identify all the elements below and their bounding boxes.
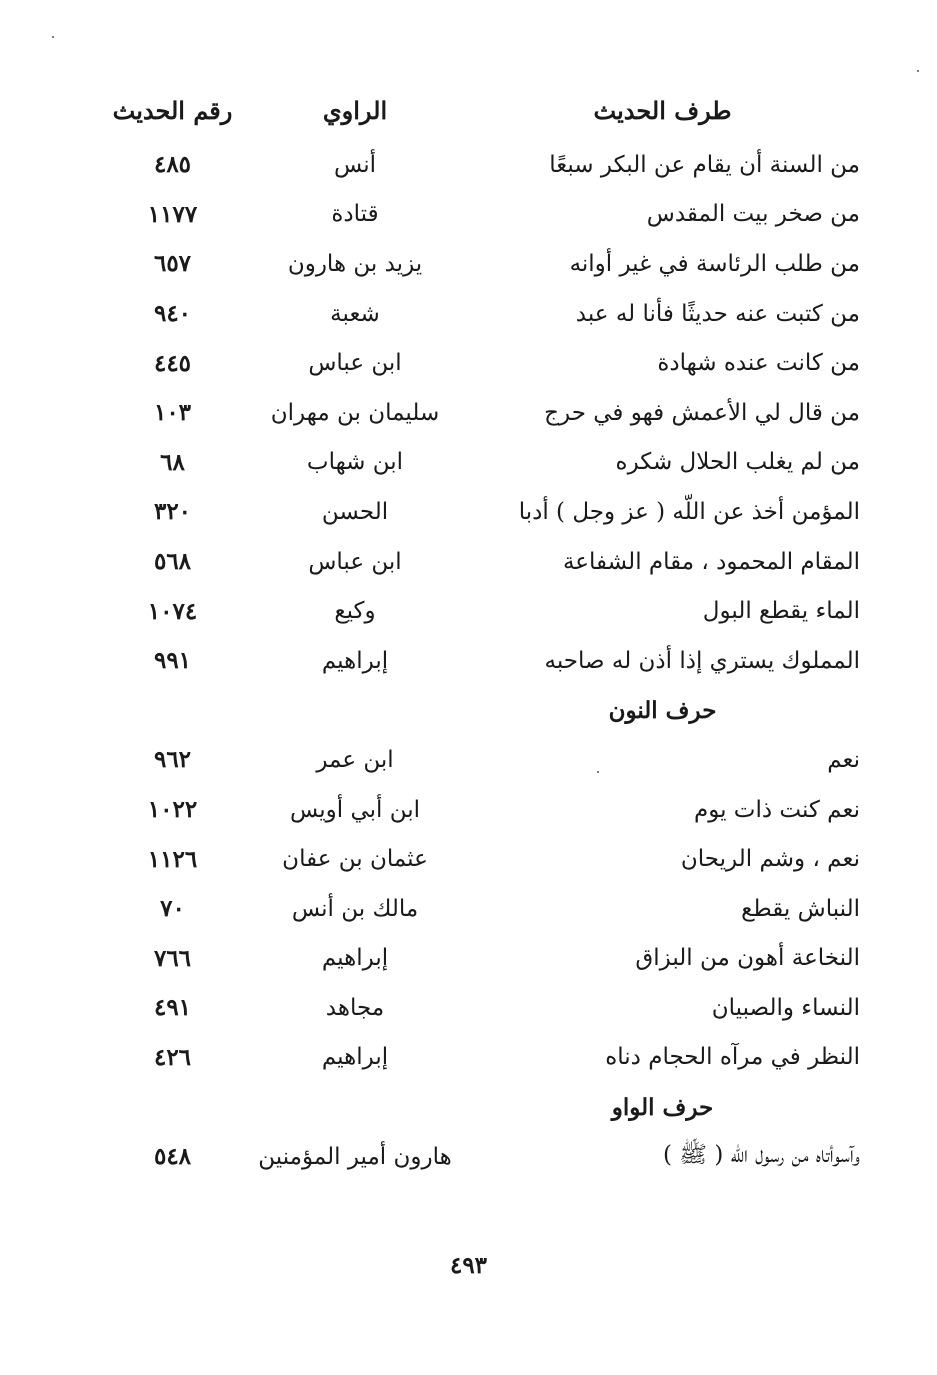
table-row (90, 1132, 860, 1182)
table-row (90, 487, 860, 537)
narrator-name: أنس (333, 151, 377, 178)
table-row (90, 338, 860, 388)
hadith-number: ٥٦٨ (153, 548, 192, 576)
hadith-number: ٣٢٠ (153, 498, 192, 526)
narrator-name: مجاهد (325, 994, 385, 1021)
page-number: ٤٩٣ (449, 1252, 488, 1279)
hadith-number: ٤٤٥ (153, 349, 192, 377)
hadith-text: من كانت عنده شهادة (657, 350, 860, 377)
hadith-text: من قال لي الأعمش فهو في حرج (544, 399, 860, 426)
table-row (90, 586, 860, 636)
hadith-text: وآسوأتاه من رسول اللّه ( ﷺ ) (662, 1141, 860, 1168)
narrator-name: قتادة (331, 201, 379, 228)
hadith-number: ١٠٣ (153, 399, 192, 427)
hadith-number: ١١٧٧ (147, 200, 198, 228)
section-title: حرف الواو (611, 1093, 714, 1121)
table-row (90, 636, 860, 686)
table-row (90, 1033, 860, 1083)
print-speck (52, 36, 54, 38)
section-heading-row (90, 686, 860, 736)
hadith-number: ٧٦٦ (153, 944, 192, 972)
table-row (90, 785, 860, 835)
narrator-name: ابن شهاب (306, 449, 404, 476)
hadith-text: من السنة أن يقام عن البكر سبعًا (549, 151, 860, 178)
table-row (90, 239, 860, 289)
number-column-header: رقم الحديث (112, 95, 233, 125)
hadith-text: المؤمن أخذ عن اللّه ( عز وجل ) أدبا (518, 498, 860, 525)
table-row (90, 289, 860, 339)
table-row (90, 983, 860, 1033)
table-row (90, 834, 860, 884)
table-row (90, 438, 860, 488)
print-speck (597, 771, 599, 773)
narrator-name: عثمان بن عفان (282, 846, 428, 873)
narrator-column-header: الراوي (322, 95, 388, 125)
print-speck (917, 70, 919, 72)
hadith-number: ٤٨٥ (153, 151, 192, 179)
hadith-text: من كتبت عنه حديثًا فأنا له عبد (575, 300, 860, 327)
hadith-number: ٤٢٦ (153, 1043, 192, 1071)
hadith-text: نعم ، وشم الريحان (680, 846, 860, 873)
table-row (90, 537, 860, 587)
table-row (90, 388, 860, 438)
hadith-number: ٩٦٢ (153, 746, 192, 774)
table-header (90, 88, 860, 132)
narrator-name: إبراهيم (321, 945, 389, 972)
hadith-number: ٩٤٠ (153, 300, 192, 328)
hadith-text: من لم يغلب الحلال شكره (615, 449, 860, 476)
hadith-text: نعم (827, 746, 860, 773)
table-row (90, 884, 860, 934)
table-row (90, 190, 860, 240)
hadith-text: النخاعة أهون من البزاق (635, 945, 860, 972)
narrator-name: سليمان بن مهران (270, 399, 440, 426)
hadith-number: ٦٥٧ (153, 250, 192, 278)
narrator-name: ابن عمر (316, 746, 394, 773)
narrator-name: إبراهيم (321, 647, 389, 674)
hadith-text: الماء يقطع البول (702, 598, 860, 625)
narrator-name: وكيع (334, 598, 376, 625)
section-heading-row (90, 1082, 860, 1132)
narrator-name: مالك بن أنس (291, 895, 419, 922)
section-title: حرف النون (608, 696, 717, 724)
table-row (90, 934, 860, 984)
narrator-name: شعبة (330, 300, 380, 327)
hadith-number: ٩٩١ (153, 647, 192, 675)
hadith-text: المقام المحمود ، مقام الشفاعة (562, 548, 860, 575)
hadith-text: النظر في مرآه الحجام دناه (605, 1044, 860, 1071)
narrator-name: هارون أمير المؤمنين (258, 1143, 452, 1170)
narrator-name: ابن عباس (308, 350, 402, 377)
hadith-number: ١٠٢٢ (147, 796, 198, 824)
hadith-number: ١٠٧٤ (147, 597, 198, 625)
hadith-text: من طلب الرئاسة في غير أوانه (569, 250, 860, 277)
hadith-text: من صخر بيت المقدس (646, 201, 860, 228)
narrator-name: ابن عباس (308, 548, 402, 575)
hadith-index-table (90, 88, 860, 1181)
hadith-text: المملوك يستري إذا أذن له صاحبه (544, 647, 860, 674)
hadith-number: ١١٢٦ (147, 845, 198, 873)
hadith-number: ٧٠ (160, 895, 185, 923)
hadith-column-header: طرف الحديث (593, 95, 732, 125)
table-body (90, 140, 860, 1181)
narrator-name: الحسن (321, 498, 389, 525)
table-row (90, 140, 860, 190)
table-row (90, 735, 860, 785)
hadith-number: ٤٩١ (153, 994, 192, 1022)
hadith-number: ٥٤٨ (153, 1143, 192, 1171)
hadith-text: النساء والصبيان (711, 994, 860, 1021)
narrator-name: يزيد بن هارون (287, 250, 423, 277)
hadith-text: النباش يقطع (741, 895, 860, 922)
narrator-name: إبراهيم (321, 1044, 389, 1071)
hadith-number: ٦٨ (160, 448, 185, 476)
narrator-name: ابن أبي أويس (289, 796, 421, 823)
hadith-text: نعم كنت ذات يوم (693, 796, 860, 823)
